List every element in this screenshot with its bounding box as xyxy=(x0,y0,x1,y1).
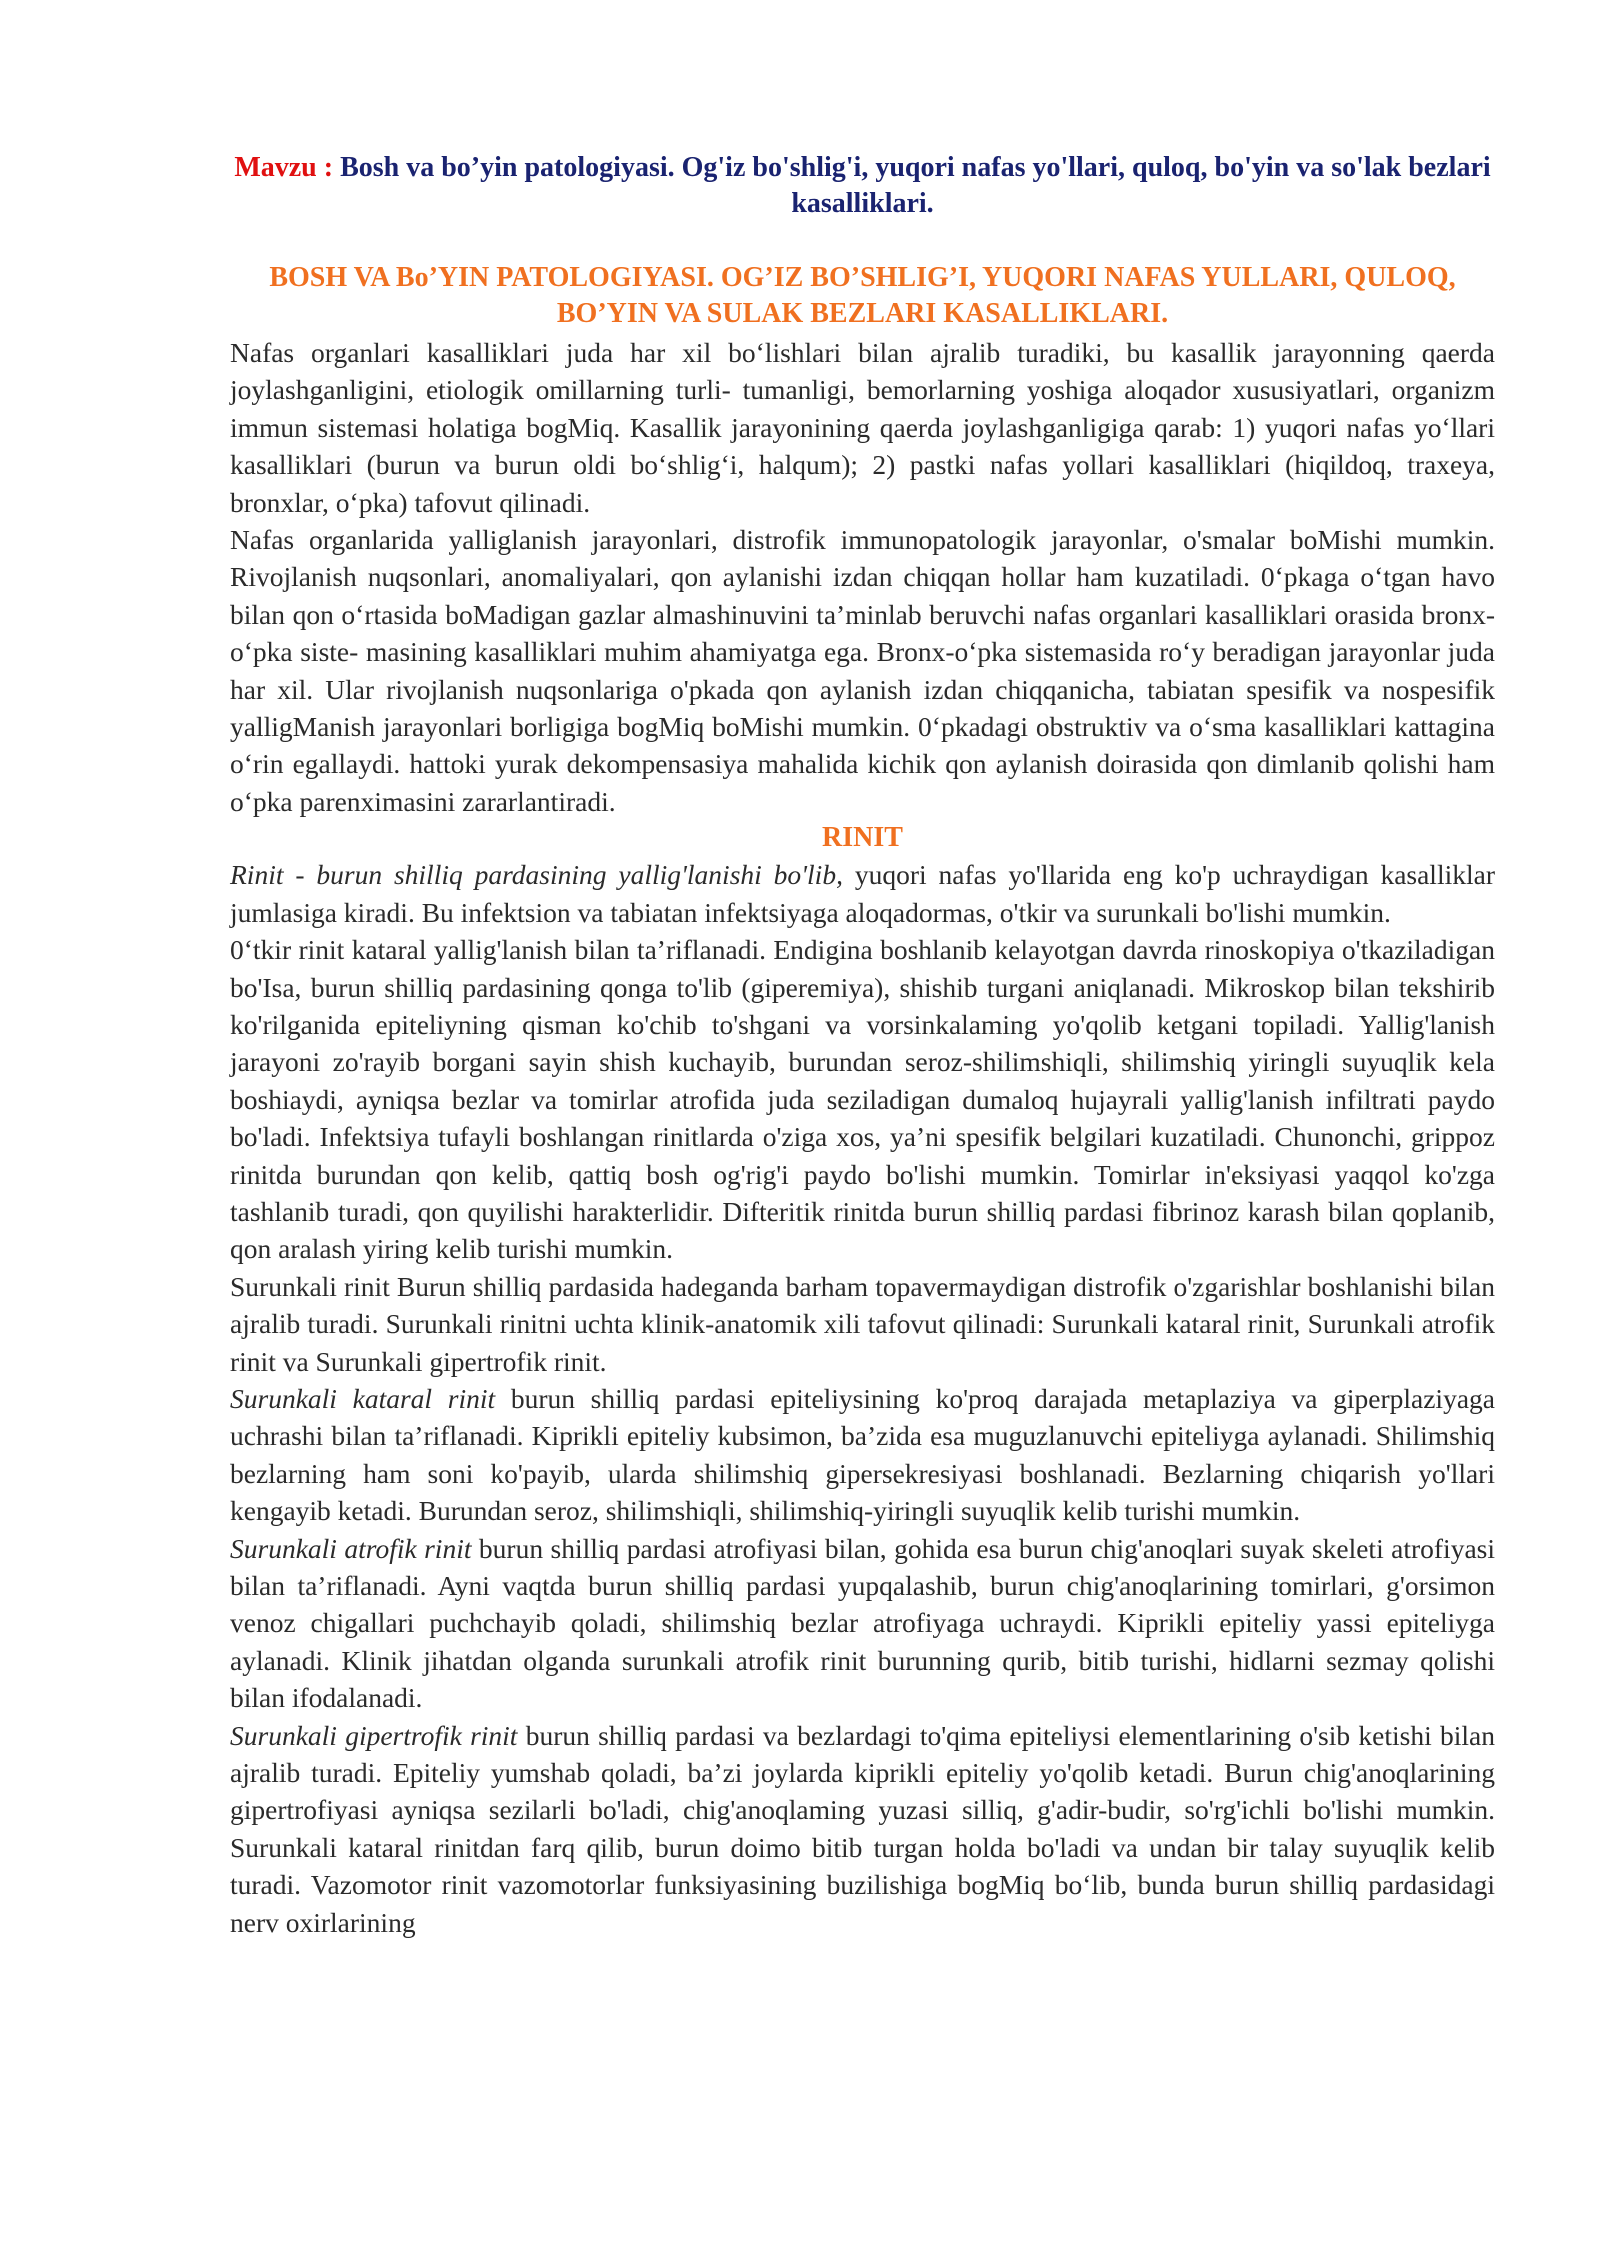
topic-heading xyxy=(230,150,1495,222)
rinit-definition-paragraph xyxy=(230,856,1495,931)
chronic-hypertrophic-text: burun shilliq pardasi va bezlardagi to'qima epiteliysi elementlarining o'sib ketishi bilan ajralib turadi. Epiteliy yumshab qoladi, ba’zi joylarda kiprikli epiteliy yo'qolib ketadi. Burun chig'anoqlarining gipertrofiyasi ayniqsa sezilarli bo'ladi, chig'anoqlaming yuzasi silliq, g'adir-budir, so'rg'ichli bo'lishi mumkin. Surunkali kataral rinitdan farq qilib, burun doimo bitib turgan holda bo'ladi va undan bir talay suyuqlik kelib turadi. Vazomotor rinit vazomotorlar funksiyasining buzilishiga bogMiq bo‘lib, bunda burun shilliq pardasidagi nerv oxirlarining xyxy=(230,1719,1495,1938)
chronic-atrophic-paragraph xyxy=(230,1530,1495,1717)
chronic-catarrhal-text: burun shilliq pardasi epiteliysining ko'proq darajada metaplaziya va giperplaziyaga uchrashi bilan ta’riflanadi. Kiprikli epiteliy kubsimon, ba’zida esa muguzlanuvchi epiteliyga aylanadi. Shilimshiq bezlarning ham soni ko'payib, ularda shilimshiq gipersekresiyasi boshlanadi. Bezlarning chiqarish yo'llari kengayib ketadi. Burundan seroz, shilimshiqli, shilimshiq-yiringli suyuqlik kelib turishi mumkin. xyxy=(230,1382,1495,1527)
chronic-hypertrophic-term: Surunkali gipertrofik rinit xyxy=(230,1719,518,1751)
intro-paragraph-1: Nafas organlari kasalliklari juda har xil bo‘lishlari bilan ajralib turadiki, bu kasallik jarayonning qaerda joylashganligini, etiologik omillarning turli- tumanligi, bemorlarning yoshiga aloqador xususiyatlari, organizm immun sistemasi holatiga bogMiq. Kasallik jarayonining qaerda joylashganligiga qarab: 1) yuqori nafas yo‘llari kasalliklari (burun va burun oldi bo‘shlig‘i, halqum); 2) pastki nafas yollari kasalliklari (hiqildoq, traxeya, bronxlar, o‘pka) tafovut qilinadi. xyxy=(230,337,1495,518)
main-title: BOSH VA Bo’YIN PATOLOGIYASI. OG’IZ BO’SHLIG’I, YUQORI NAFAS YULLARI, QULOQ, BO’YIN VA SULAK BEZLARI KASALLIKLARI. xyxy=(269,262,1456,329)
chronic-hypertrophic-paragraph xyxy=(230,1717,1495,1941)
rinit-definition-text: yuqori nafas yo'llarida eng ko'p uchraydigan kasalliklar jumlasiga kiradi. Bu infektsion va tabiatan infektsiyaga aloqadormas, o'tkir va surunkali bo'lishi mumkin. xyxy=(230,859,1495,928)
rinit-definition-italic: Rinit - burun shilliq pardasining yallig'lanishi bo'lib, xyxy=(230,859,843,891)
intro-paragraph-2: Nafas organlarida yalliglanish jarayonlari, distrofik immunopatologik jarayonlar, o'smalar boMishi mumkin. Rivojlanish nuqsonlari, anomaliyalari, qon aylanishi izdan chiqqan hollar ham kuzatiladi. 0‘pkaga o‘tgan havo bilan qon o‘rtasida boMadigan gazlar almashinuvini ta’minlab beruvchi nafas organlari kasalliklari orasida bronx-o‘pka siste- masining kasalliklari muhim ahamiyatga ega. Bronx-o‘pka sistemasida ro‘y beradigan jarayonlar juda har xil. Ular rivojlanish nuqsonlariga o'pkada qon aylanish izdan chiqqanicha, tabiatan spesifik va nospesifik yalligManish jarayonlari borligiga bogMiq boMishi mumkin. 0‘pkadagi obstruktiv va o‘sma kasalliklari kattagina o‘rin egallaydi. hattoki yurak dekompensasiya mahalida kichik qon aylanish doirasida qon dimlanib qolishi ham o‘pka parenximasini zararlantiradi. xyxy=(230,524,1495,817)
chronic-catarrhal-paragraph xyxy=(230,1380,1495,1530)
section-title-rinit: RINIT xyxy=(822,822,903,854)
acute-rinit-paragraph: 0‘tkir rinit kataral yallig'lanish bilan ta’riflanadi. Endigina boshlanib kelayotgan davrda rinoskopiya o'tkaziladigan bo'Isa, burun shilliq pardasining qonga to'lib (giperemiya), shishib turgani aniqlanadi. Mikroskop bilan tekshirib ko'rilganida epiteliyning qisman ko'chib to'shgani va vorsinkalaming yo'qolib ketgani topiladi. Yallig'lanish jarayoni zo'rayib borgani sayin shish kuchayib, burundan seroz-shilimshiqli, shilimshiq yiringli suyuqlik kela boshiaydi, ayniqsa bezlar va tomirlar atrofida juda seziladigan dumaloq hujayrali yallig'lanish infiltrati paydo bo'ladi. Infektsiya tufayli boshlangan rinitlarda o'ziga xos, ya’ni spesifik belgilari kuzatiladi. Chunonchi, grippoz rinitda burundan qon kelib, qattiq bosh og'rig'i paydo bo'lishi mumkin. Tomirlar in'eksiyasi yaqqol ko'zga tashlanib turadi, qon quyilishi harakterlidir. Difteritik rinitda burun shilliq pardasi fibrinoz karash bilan qoplanib, qon aralash yiring kelib turishi mumkin. xyxy=(230,934,1495,1265)
chronic-catarrhal-term: Surunkali kataral rinit xyxy=(230,1382,496,1414)
topic-text: Bosh va bo’yin patologiyasi. Og'iz bo'shlig'i, yuqori nafas yo'llari, quloq, bo'yin va so'lak bezlari kasalliklari. xyxy=(340,152,1491,219)
chronic-rinit-paragraph: Surunkali rinit Burun shilliq pardasida hadeganda barham topavermaydigan distrofik o'zgarishlar boshlanishi bilan ajralib turadi. Surunkali rinitni uchta klinik-anatomik xili tafovut qilinadi: Surunkali kataral rinit, Surunkali atrofik rinit va Surunkali gipertrofik rinit. xyxy=(230,1270,1495,1377)
chronic-atrophic-term: Surunkali atrofik rinit xyxy=(230,1532,472,1564)
chronic-atrophic-text: burun shilliq pardasi atrofiyasi bilan, gohida esa burun chig'anoqlari suyak skeleti atrofiyasi bilan ta’riflanadi. Ayni vaqtda burun shilliq pardasi yupqalashib, burun chig'anoqlarining tomirlari, g'orsimon venoz chigallari puchchayib qoladi, shilimshiq bezlar atrofiyaga uchraydi. Kiprikli epiteliy yassi epiteliyga aylanadi. Klinik jihatdan olganda surunkali atrofik rinit burunning qurib, bitib turishi, hidlarni sezmay qolishi bilan ifodalanadi. xyxy=(230,1532,1495,1714)
topic-label: Mavzu : xyxy=(234,152,334,183)
document-page xyxy=(230,150,1495,1941)
